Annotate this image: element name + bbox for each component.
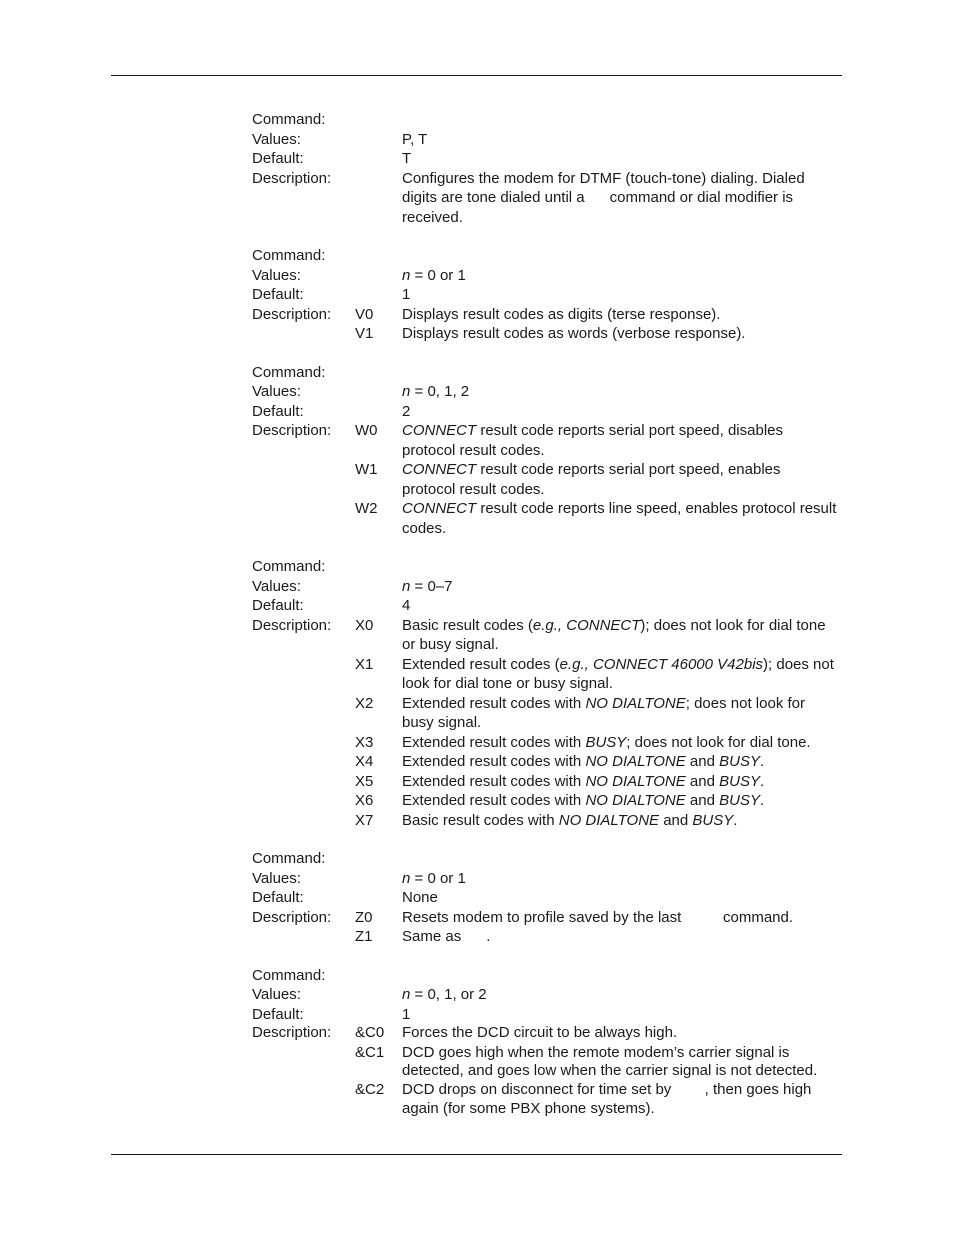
command-label: Command: <box>252 247 326 264</box>
header-rule <box>111 75 842 76</box>
option-text: Extended result codes (e.g., CONNECT 46000 V42bis); does not look for dial tone or busy signal. <box>402 655 834 692</box>
description-label: Description: <box>252 305 332 323</box>
option-code: X4 <box>355 753 374 770</box>
option-text: Extended result codes with NO DIALTONE and BUSY. <box>402 753 765 770</box>
default-label: Default: <box>252 402 304 420</box>
option-text: CONNECT result code reports serial port speed, disables protocol result codes. <box>402 422 783 459</box>
description-label: Description: <box>252 422 332 439</box>
option-text: Displays result codes as digits (terse response). <box>402 305 721 323</box>
command-block-w <box>252 363 852 539</box>
option-text: DCD drops on disconnect for time set by , then goes high again (for some PBX phone systems). <box>402 1080 812 1117</box>
command-label: Command: <box>252 558 326 575</box>
option-text: Extended result codes with NO DIALTONE and BUSY. <box>402 772 765 790</box>
default-label: Default: <box>252 597 304 614</box>
default-label: Default: <box>252 889 304 906</box>
command-label: Command: <box>252 363 326 381</box>
values-label: Values: <box>252 383 301 400</box>
command-block-v <box>252 246 852 344</box>
option-code: W0 <box>355 422 378 439</box>
default-value: 1 <box>402 286 411 303</box>
default-value: 1 <box>402 1005 411 1023</box>
option-code: Z1 <box>355 928 373 945</box>
values-value: P, T <box>402 130 428 148</box>
values-value: n = 0 or 1 <box>402 266 466 284</box>
option-code: W1 <box>355 461 378 478</box>
option-text: Basic result codes with NO DIALTONE and BUSY. <box>402 811 738 829</box>
command-block-z <box>252 849 852 947</box>
values-label: Values: <box>252 869 301 887</box>
values-value: n = 0, 1, 2 <box>402 383 470 400</box>
default-label: Default: <box>252 1005 304 1023</box>
option-code: X1 <box>355 655 374 673</box>
option-code: V0 <box>355 305 374 323</box>
command-block-tone-dial <box>252 110 852 227</box>
description-label: Description: <box>252 616 332 634</box>
option-code: X0 <box>355 616 374 634</box>
option-code: Z0 <box>355 908 373 926</box>
option-text: Forces the DCD circuit to be always high. <box>402 1024 678 1041</box>
option-code: X7 <box>355 811 374 829</box>
option-text: CONNECT result code reports line speed, enables protocol result codes. <box>402 500 837 537</box>
values-label: Values: <box>252 577 301 595</box>
option-code: &C0 <box>355 1024 385 1041</box>
default-value: T <box>402 150 412 167</box>
description-label: Description: <box>252 908 332 926</box>
values-value: n = 0 or 1 <box>402 869 466 887</box>
option-text: Extended result codes with NO DIALTONE; does not look for busy signal. <box>402 694 805 731</box>
option-code: W2 <box>355 500 378 517</box>
default-value: 4 <box>402 597 411 614</box>
values-label: Values: <box>252 986 301 1003</box>
command-block-and-c <box>252 966 852 1119</box>
option-text: Extended result codes with NO DIALTONE and BUSY. <box>402 792 765 809</box>
command-reference <box>252 110 852 1138</box>
option-code: X5 <box>355 772 374 790</box>
default-label: Default: <box>252 286 304 303</box>
option-code: X6 <box>355 792 374 809</box>
values-value: n = 0–7 <box>402 577 453 595</box>
default-value: 2 <box>402 402 411 420</box>
option-text: CONNECT result code reports serial port speed, enables protocol result codes. <box>402 461 781 498</box>
option-text: Extended result codes with BUSY; does not look for dial tone. <box>402 733 811 751</box>
option-code: X3 <box>355 733 374 751</box>
description-text: Configures the modem for DTMF (touch-tone) dialing. Dialed digits are tone dialed until a command or dial modifier is received. <box>402 169 805 226</box>
description-label: Description: <box>252 169 332 187</box>
option-text: Resets modem to profile saved by the last command. <box>402 908 794 926</box>
command-label: Command: <box>252 850 326 867</box>
command-label: Command: <box>252 111 326 128</box>
option-text: Same as . <box>402 928 491 945</box>
default-label: Default: <box>252 150 304 167</box>
values-value: n = 0, 1, or 2 <box>402 986 487 1003</box>
footer-rule <box>111 1154 842 1155</box>
option-code: &C2 <box>355 1080 385 1098</box>
default-value: None <box>402 889 438 906</box>
option-text: Displays result codes as words (verbose response). <box>402 325 746 342</box>
option-text: Basic result codes (e.g., CONNECT); does not look for dial tone or busy signal. <box>402 616 826 653</box>
description-label: Description: <box>252 1024 332 1041</box>
option-code: &C1 <box>355 1043 385 1061</box>
command-label: Command: <box>252 966 326 984</box>
command-block-x <box>252 557 852 830</box>
option-code: X2 <box>355 694 374 712</box>
values-label: Values: <box>252 130 301 148</box>
option-text: DCD goes high when the remote modem’s carrier signal is detected, and goes low when the carrier signal is not detected. <box>402 1043 818 1079</box>
values-label: Values: <box>252 266 301 284</box>
option-code: V1 <box>355 325 374 342</box>
